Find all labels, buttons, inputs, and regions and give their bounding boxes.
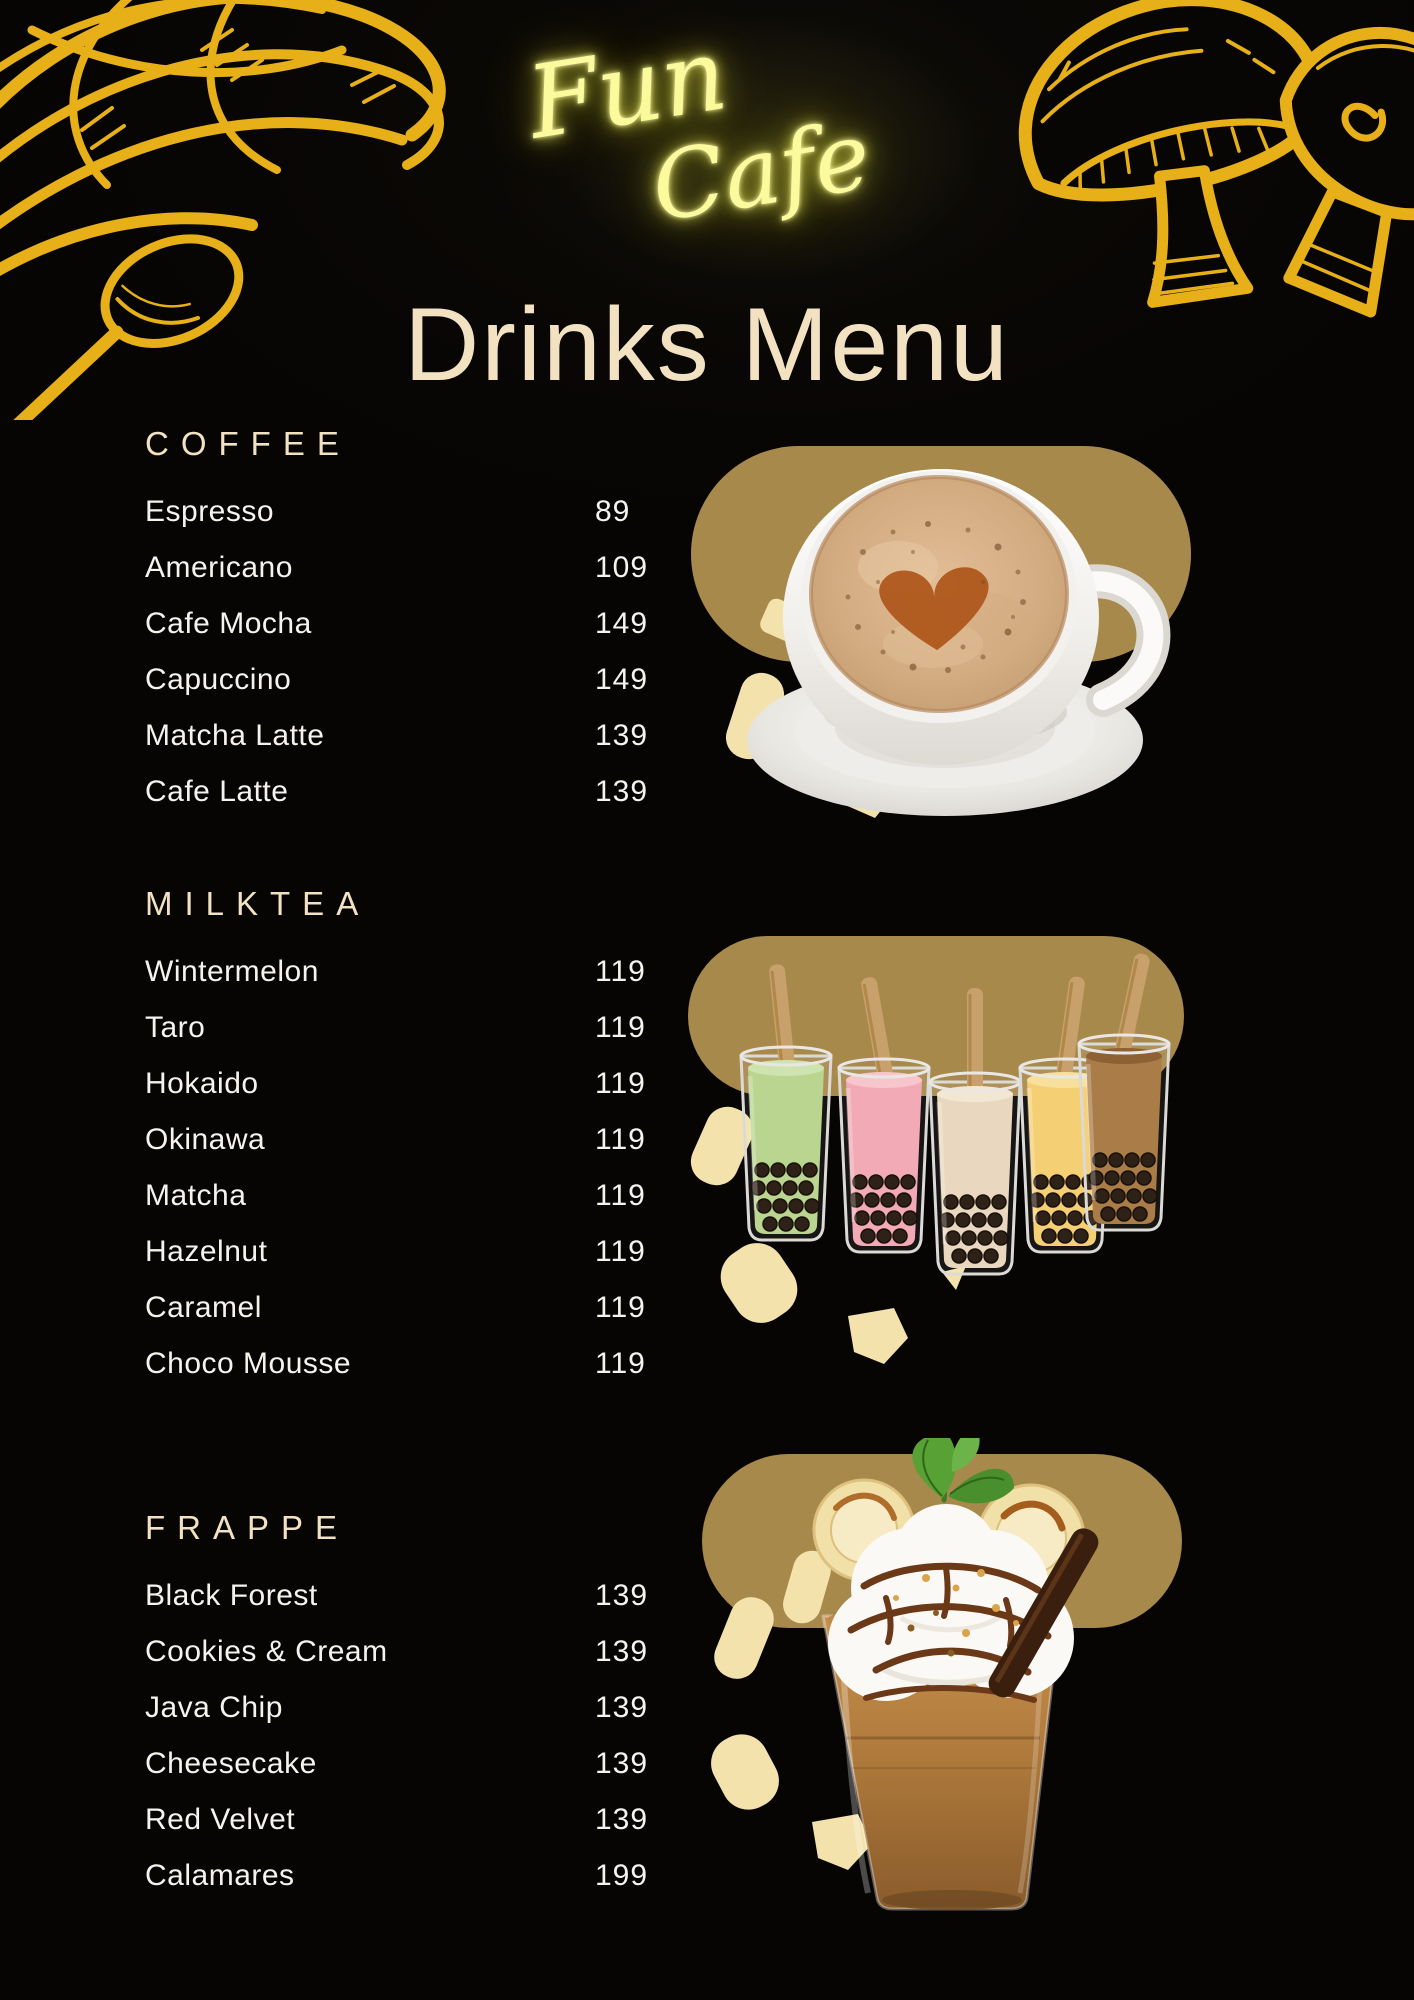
- menu-item-name: Matcha Latte: [145, 719, 325, 752]
- menu-item-row: [145, 596, 665, 652]
- frappe-drink-illustration: [814, 1438, 1103, 1910]
- menu-item-price: 139: [595, 1803, 649, 1836]
- confetti-shape: [710, 1232, 808, 1334]
- menu-item-row: [145, 484, 665, 540]
- menu-item-price: 149: [595, 607, 649, 640]
- mushrooms-illustration: [944, 0, 1414, 334]
- menu-item-row: [145, 1056, 665, 1112]
- menu-item-name: Cookies & Cream: [145, 1635, 388, 1668]
- menu-item-row: [145, 1224, 665, 1280]
- menu-item-name: Taro: [145, 1011, 206, 1044]
- milktea-five-glasses-photo: [688, 928, 1208, 1378]
- menu-item-row: [145, 540, 665, 596]
- menu-item-row: [145, 1112, 665, 1168]
- menu-item-price: 119: [595, 1123, 646, 1156]
- menu-item-price: 139: [595, 1635, 649, 1668]
- menu-item-name: Hokaido: [145, 1067, 259, 1100]
- menu-item-name: Wintermelon: [145, 955, 319, 988]
- section-frappe: [145, 1508, 665, 1904]
- menu-item-name: Americano: [145, 551, 293, 584]
- menu-items-list: [145, 484, 665, 820]
- menu-item-name: Red Velvet: [145, 1803, 296, 1836]
- menu-item-row: [145, 652, 665, 708]
- menu-item-row: [145, 1280, 665, 1336]
- brand-word-fun: Fun: [520, 15, 735, 162]
- coffee-latte-heart-photo: [683, 432, 1203, 832]
- menu-item-name: Choco Mousse: [145, 1347, 352, 1380]
- menu-item-price: 119: [595, 1067, 646, 1100]
- menu-item-row: [145, 1568, 665, 1624]
- menu-item-row: [145, 1680, 665, 1736]
- section-title: FRAPPE: [145, 1509, 350, 1546]
- menu-item-row: [145, 764, 665, 820]
- menu-item-price: 139: [595, 775, 649, 808]
- menu-item-price: 139: [595, 1691, 649, 1724]
- menu-item-name: Caramel: [145, 1291, 262, 1324]
- menu-items-list: [145, 1568, 665, 1904]
- menu-item-price: 119: [595, 1011, 646, 1044]
- confetti-shape: [702, 1725, 789, 1819]
- menu-item-name: Espresso: [145, 495, 275, 528]
- menu-item-name: Capuccino: [145, 663, 292, 696]
- confetti-shape: [848, 1308, 908, 1364]
- menu-item-name: Black Forest: [145, 1579, 318, 1612]
- menu-item-row: [145, 1848, 665, 1904]
- menu-item-row: [145, 1792, 665, 1848]
- menu-item-price: 109: [595, 551, 649, 584]
- menu-item-name: Java Chip: [145, 1691, 283, 1724]
- menu-item-price: 119: [595, 955, 646, 988]
- menu-item-name: Hazelnut: [145, 1235, 268, 1268]
- menu-item-row: [145, 1624, 665, 1680]
- menu-item-name: Cheesecake: [145, 1747, 317, 1780]
- menu-item-name: Cafe Latte: [145, 775, 289, 808]
- section-title: MILKTEA: [145, 885, 371, 922]
- menu-item-price: 199: [595, 1859, 649, 1892]
- menu-items-list: [145, 944, 665, 1392]
- menu-item-row: [145, 944, 665, 1000]
- menu-item-name: Calamares: [145, 1859, 295, 1892]
- menu-item-name: Okinawa: [145, 1123, 266, 1156]
- frappe-glass-photo: [696, 1438, 1216, 1918]
- section-milktea: [145, 884, 665, 1392]
- menu-item-row: [145, 1736, 665, 1792]
- menu-item-price: 89: [595, 495, 631, 528]
- menu-item-price: 119: [595, 1291, 646, 1324]
- menu-item-row: [145, 1168, 665, 1224]
- menu-item-price: 139: [595, 1579, 649, 1612]
- menu-item-row: [145, 708, 665, 764]
- menu-item-name: Matcha: [145, 1179, 247, 1212]
- section-coffee: [145, 424, 665, 820]
- menu-item-price: 119: [595, 1235, 646, 1268]
- menu-item-row: [145, 1000, 665, 1056]
- menu-item-price: 119: [595, 1347, 646, 1380]
- brand-word-cafe: Cafe: [644, 101, 878, 244]
- menu-item-price: 139: [595, 1747, 649, 1780]
- menu-item-price: 119: [595, 1179, 646, 1212]
- menu-item-name: Cafe Mocha: [145, 607, 312, 640]
- menu-item-price: 149: [595, 663, 649, 696]
- menu-item-price: 139: [595, 719, 649, 752]
- page-title: Drinks Menu: [404, 287, 1010, 403]
- menu-item-row: [145, 1336, 665, 1392]
- section-title: COFFEE: [145, 425, 351, 462]
